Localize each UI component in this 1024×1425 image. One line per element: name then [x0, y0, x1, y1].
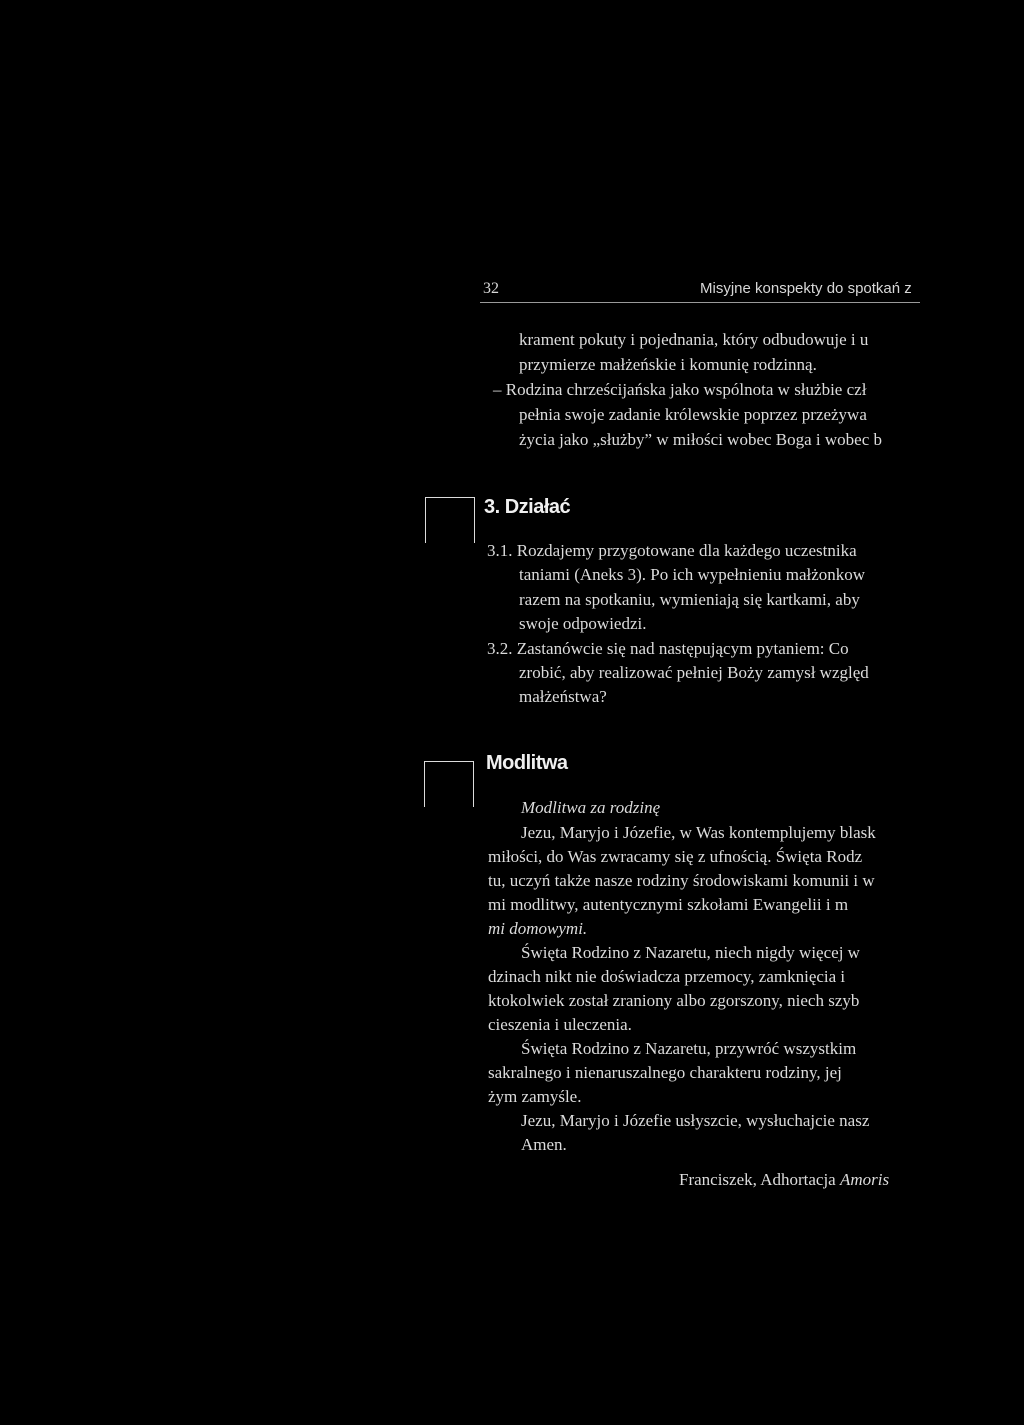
prayer-line: cieszenia i uleczenia. [488, 1015, 632, 1034]
prayer-title: Modlitwa [486, 752, 568, 774]
prayer-bracket [424, 761, 474, 807]
prayer-line: dzinach nikt nie doświadcza przemocy, zamknięcia i [488, 967, 846, 986]
prayer-subtitle: Modlitwa za rodzinę [521, 798, 661, 817]
prayer-line: tu, uczyń także nasze rodziny środowiskami komunii i w [488, 871, 875, 890]
prayer-line: Jezu, Maryjo i Józefie, w Was kontemplujemy blask [521, 823, 876, 842]
prayer-line: żym zamyśle. [488, 1087, 582, 1106]
prayer-signature [679, 1170, 889, 1190]
prayer-line: mi modlitwy, autentycznymi szkołami Ewangelii i m [488, 895, 849, 914]
signature-text: Franciszek, Adhortacja [679, 1170, 836, 1189]
prayer-line: ktokolwiek został zraniony albo zgorszony, niech szyb [488, 991, 860, 1010]
section-line: 3.2. Zastanówcie się nad następującym pytaniem: Co [487, 639, 849, 658]
section-line: swoje odpowiedzi. [519, 614, 647, 633]
intro-line: krament pokuty i pojednania, który odbudowuje i u [519, 330, 869, 349]
prayer-line: Święta Rodzino z Nazaretu, niech nigdy więcej w [521, 943, 860, 962]
running-title: Misyjne konspekty do spotkań z [700, 280, 912, 297]
section-line: razem na spotkaniu, wymieniają się kartkami, aby [519, 590, 860, 609]
prayer-line: mi domowymi. [488, 919, 588, 938]
section-bracket [425, 497, 475, 543]
section-line: 3.1. Rozdajemy przygotowane dla każdego uczestnika [487, 541, 857, 560]
prayer-line: Amen. [521, 1135, 567, 1154]
section-line: zrobić, aby realizować pełniej Boży zamysł względ [519, 663, 869, 682]
intro-line: przymierze małżeńskie i komunię rodzinną. [519, 355, 817, 374]
intro-line: życia jako „służby” w miłości wobec Boga i wobec b [519, 430, 883, 449]
prayer-line: Jezu, Maryjo i Józefie usłyszcie, wysłuchajcie nasz [521, 1111, 870, 1130]
intro-line: – Rodzina chrześcijańska jako wspólnota w służbie czł [493, 380, 867, 399]
section-title: 3. Działać [484, 496, 571, 518]
section-line: taniami (Aneks 3). Po ich wypełnieniu małżonkow [519, 565, 866, 584]
prayer-line: Święta Rodzino z Nazaretu, przywróć wszystkim [521, 1039, 857, 1058]
prayer-line: miłości, do Was zwracamy się z ufnością. Święta Rodz [488, 847, 863, 866]
prayer-line: sakralnego i nienaruszalnego charakteru rodziny, jej [488, 1063, 842, 1082]
header-rule [480, 302, 920, 303]
intro-line: pełnia swoje zadanie królewskie poprzez przeżywa [519, 405, 867, 424]
section-line: małżeństwa? [519, 687, 607, 706]
page-number: 32 [483, 280, 499, 297]
signature-italic: Amoris [839, 1170, 890, 1189]
